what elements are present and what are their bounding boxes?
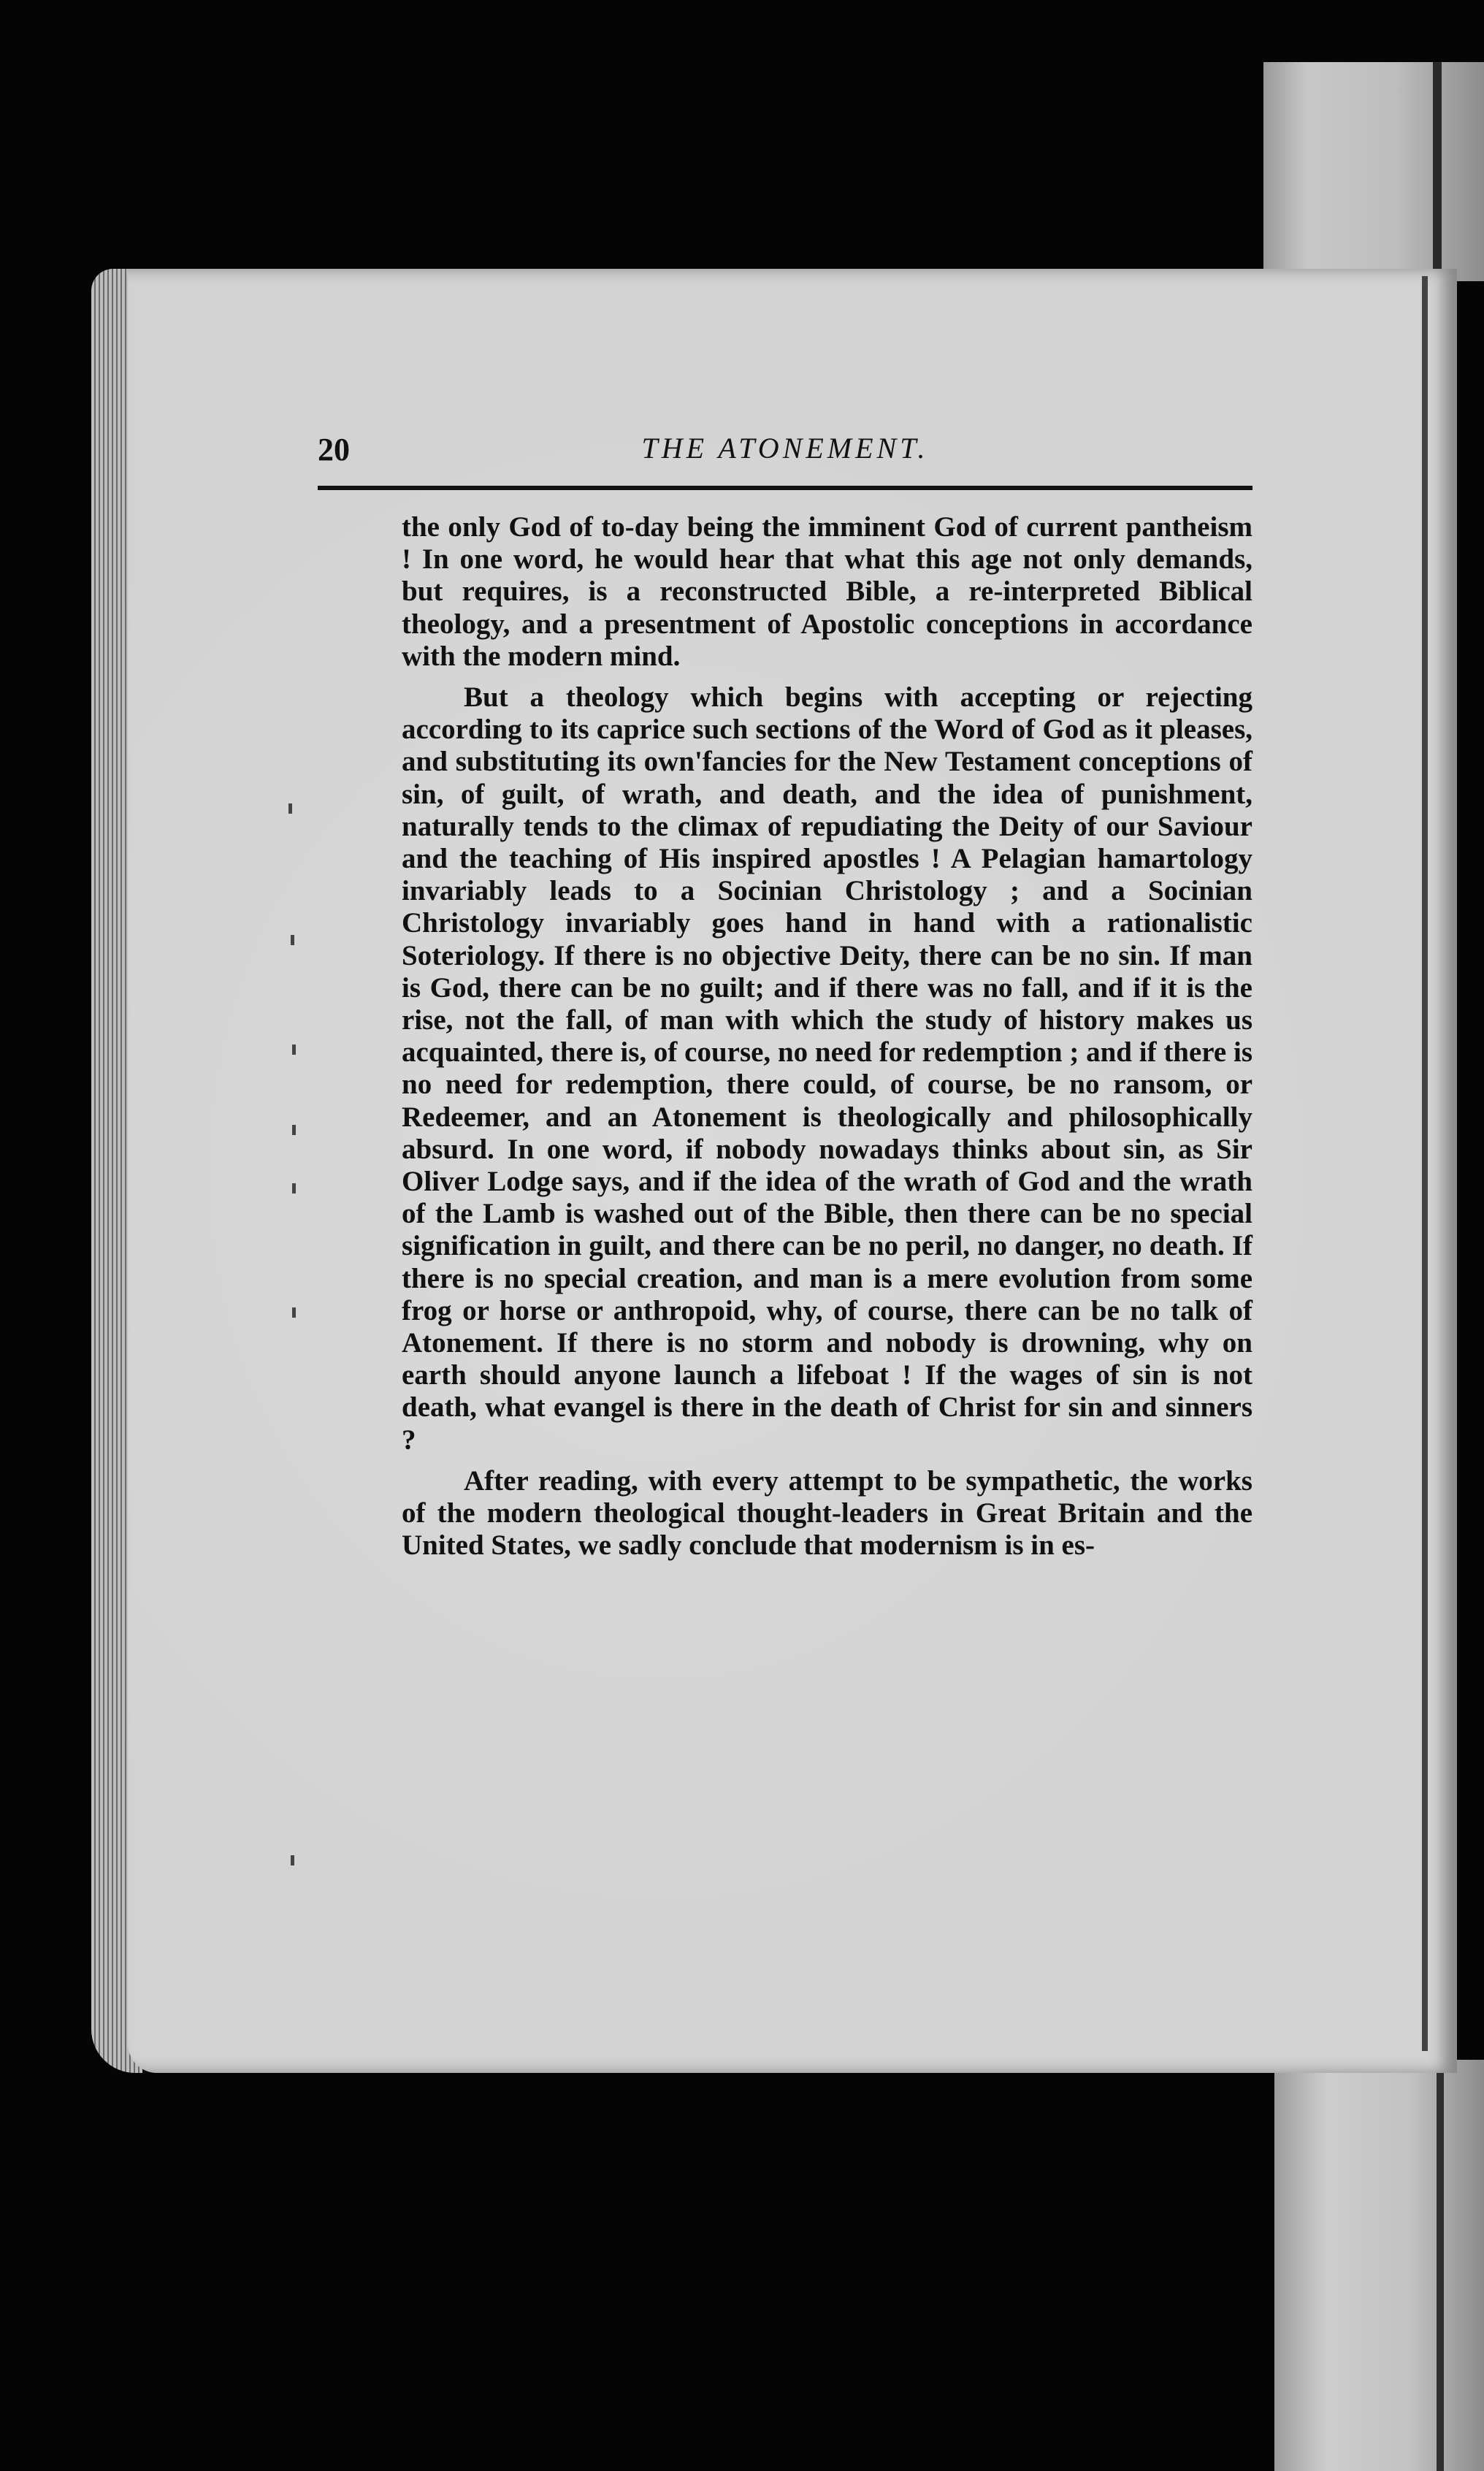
paragraph-3: After reading, with every attempt to be sympathetic, the works of the modern theological thought-leaders in Great Britain and the United States, we sadly conclude that modernism is in es- — [402, 1464, 1252, 1562]
margin-speck — [288, 803, 292, 814]
paragraph-1: the only God of to-day being the imminent God of current pantheism ! In one word, he would hear that what this age not only demands, but requires, is a reconstructed Bible, a re-interpreted Biblical theology, and a presentment of Apostolic conceptions in accordance with the modern mind. — [402, 511, 1252, 672]
header-rule — [318, 486, 1252, 490]
margin-speck — [291, 1855, 294, 1865]
body-text — [402, 511, 1252, 1562]
running-head-title: THE ATONEMENT. — [641, 432, 929, 465]
margin-speck — [291, 935, 294, 945]
adjacent-sheet-bottom — [1274, 2060, 1484, 2471]
paragraph-2: But a theology which begins with accepting or rejecting according to its caprice such sections of the Word of God as it pleases, and substituting its own'fancies for the New Testament conceptions of sin, of guilt, of wrath, and death, and the idea of punishment, naturally tends to the climax of repudiating the Deity of our Saviour and the teaching of His inspired apostles ! A Pelagian hamartology invariably leads to a Socinian Christology ; and a Socinian Christology invariably goes hand in hand with a rationalistic Soteriology. If there is no objective Deity, there can be no sin. If man is God, there can be no guilt; and if there was no fall, and if it is the rise, not the fall, of man with which the study of history makes us acquainted, there is, of course, no need for redemption ; and if there is no need for redemption, there could, of course, be no ransom, or Redeemer, and an Atonement is theologically and philosophically absurd. In one word, if nobody nowadays thinks about sin, as Sir Oliver Lodge says, and if the idea of the wrath of God and the wrath of the Lamb is washed out of the Bible, then there can be no special signification in guilt, and there can be no peril, no danger, no death. If there is no special creation, and man is a mere evolution from some frog or horse or anthropoid, why, of course, there can be no talk of Atonement. If there is no storm and nobody is drowning, why on earth should anyone launch a lifeboat ! If the wages of sin is not death, what evangel is there in the death of Christ for sin and sinners ? — [402, 681, 1252, 1456]
margin-specks — [263, 803, 307, 1899]
margin-speck — [292, 1044, 296, 1055]
running-head — [318, 431, 1252, 475]
adjacent-sheet-top — [1263, 62, 1484, 281]
margin-speck — [292, 1307, 296, 1318]
page-number: 20 — [318, 432, 350, 467]
margin-speck — [292, 1183, 296, 1194]
margin-speck — [292, 1125, 296, 1135]
